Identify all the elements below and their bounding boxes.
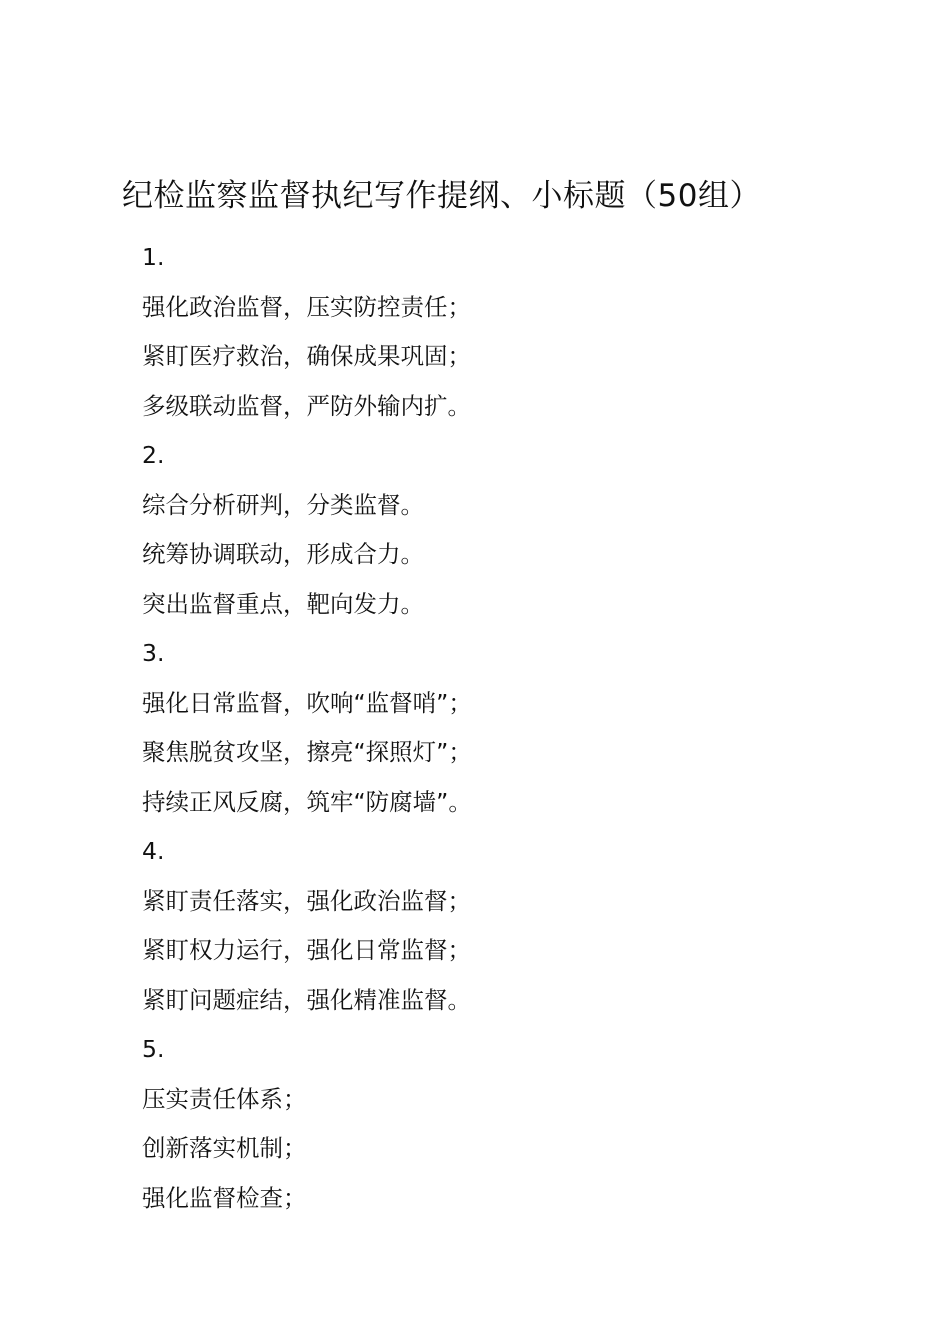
outline-line: 强化监督检查； xyxy=(142,1183,307,1212)
section-number-1: 1. xyxy=(142,243,165,271)
outline-line: 综合分析研判，分类监督。 xyxy=(142,490,424,519)
outline-line: 压实责任体系； xyxy=(142,1084,307,1113)
outline-line: 强化日常监督，吹响“监督哨”； xyxy=(142,688,472,717)
section-number-3: 3. xyxy=(142,639,165,667)
outline-line: 创新落实机制； xyxy=(142,1134,307,1162)
section-number-5: 5. xyxy=(142,1035,165,1063)
outline-line: 多级联动监督，严防外输内扩。 xyxy=(142,391,471,420)
outline-list xyxy=(142,233,902,1223)
section-number-2: 2. xyxy=(142,441,165,469)
section-number-4: 4. xyxy=(142,837,165,865)
outline-line: 紧盯责任落实，强化政治监督； xyxy=(142,886,471,915)
outline-line: 紧盯权力运行，强化日常监督； xyxy=(142,936,471,964)
document-title: 纪检监察监督执纪写作提纲、小标题（50组） xyxy=(122,178,761,214)
outline-line: 紧盯医疗救治，确保成果巩固； xyxy=(142,342,471,370)
outline-line: 聚焦脱贫攻坚，擦亮“探照灯”； xyxy=(142,738,472,766)
outline-line: 突出监督重点，靶向发力。 xyxy=(142,589,424,618)
outline-line: 强化政治监督，压实防控责任； xyxy=(142,292,471,321)
outline-line: 统筹协调联动，形成合力。 xyxy=(142,540,424,568)
outline-line: 紧盯问题症结，强化精准监督。 xyxy=(142,985,471,1014)
outline-line: 持续正风反腐，筑牢“防腐墙”。 xyxy=(142,787,472,816)
